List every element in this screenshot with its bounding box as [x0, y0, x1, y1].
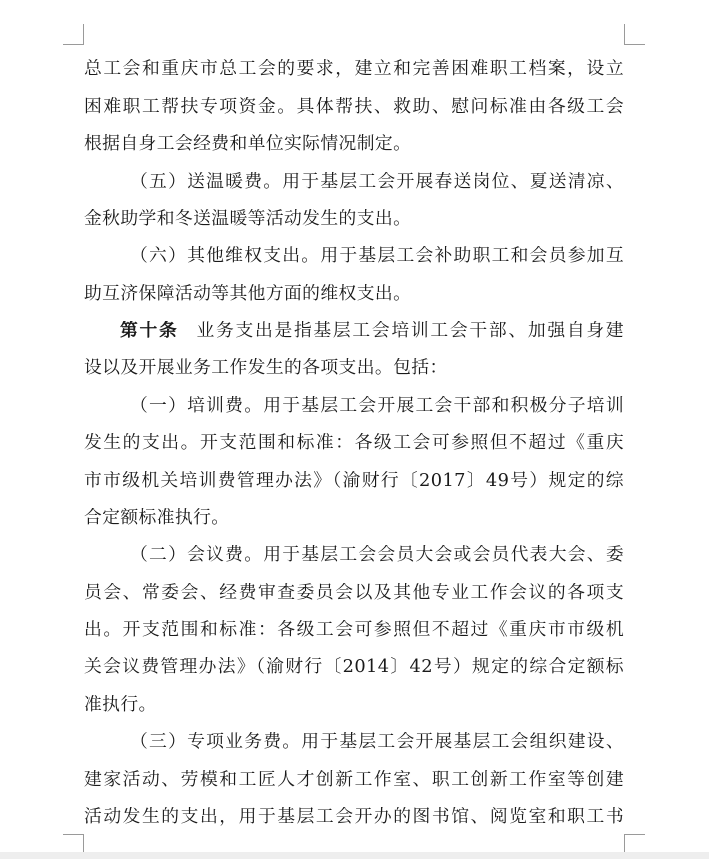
article-heading: 第十条 [120, 321, 179, 341]
text-line: 根据自身工会经费和单位实际情况制定。 [84, 134, 412, 154]
article-text: 业务支出是指基层工会培训工会干部、加强自身建 [196, 321, 624, 341]
text-line: 活动发生的支出，用于基层工会开办的图书馆、阅览室和职工书 [84, 807, 624, 827]
text-line: （五）送温暖费。用于基层工会开展春送岗位、夏送清凉、 [130, 172, 624, 192]
text-line: 市市级机关培训费管理办法》（渝财行〔2017〕49号）规定的综 [84, 471, 624, 491]
text-line: 员会、常委会、经费审查委员会以及其他专业工作会议的各项支 [84, 583, 624, 603]
text-line: （二）会议费。用于基层工会会员大会或会员代表大会、委 [130, 545, 624, 565]
text-line: 总工会和重庆市总工会的要求，建立和完善困难职工档案，设立 [84, 59, 624, 79]
crop-mark-top-left [63, 24, 84, 45]
text-line: （一）培训费。用于基层工会开展工会干部和积极分子培训 [130, 396, 624, 416]
text-line: 关会议费管理办法》（渝财行〔2014〕42号）规定的综合定额标 [84, 657, 624, 677]
text-line: 合定额标准执行。 [84, 508, 230, 528]
article-line [120, 321, 624, 341]
text-line: 建家活动、劳模和工匠人才创新工作室、职工创新工作室等创建 [84, 770, 624, 790]
text-line: 设以及开展业务工作发生的各项支出。包括： [84, 358, 448, 378]
page-bottom-gap [0, 852, 709, 859]
text-line: 出。开支范围和标准：各级工会可参照但不超过《重庆市市级机 [84, 620, 624, 640]
text-line: 助互济保障活动等其他方面的维权支出。 [84, 284, 412, 304]
text-line: （三）专项业务费。用于基层工会开展基层工会组织建设、 [130, 732, 624, 752]
text-line: 发生的支出。开支范围和标准：各级工会可参照但不超过《重庆 [84, 433, 624, 453]
text-line: 困难职工帮扶专项资金。具体帮扶、救助、慰问标准由各级工会 [84, 97, 624, 117]
text-line: （六）其他维权支出。用于基层工会补助职工和会员参加互 [130, 246, 624, 266]
text-line: 准执行。 [84, 695, 157, 715]
crop-mark-top-right [624, 24, 645, 45]
text-line: 金秋助学和冬送温暖等活动发生的支出。 [84, 209, 412, 229]
